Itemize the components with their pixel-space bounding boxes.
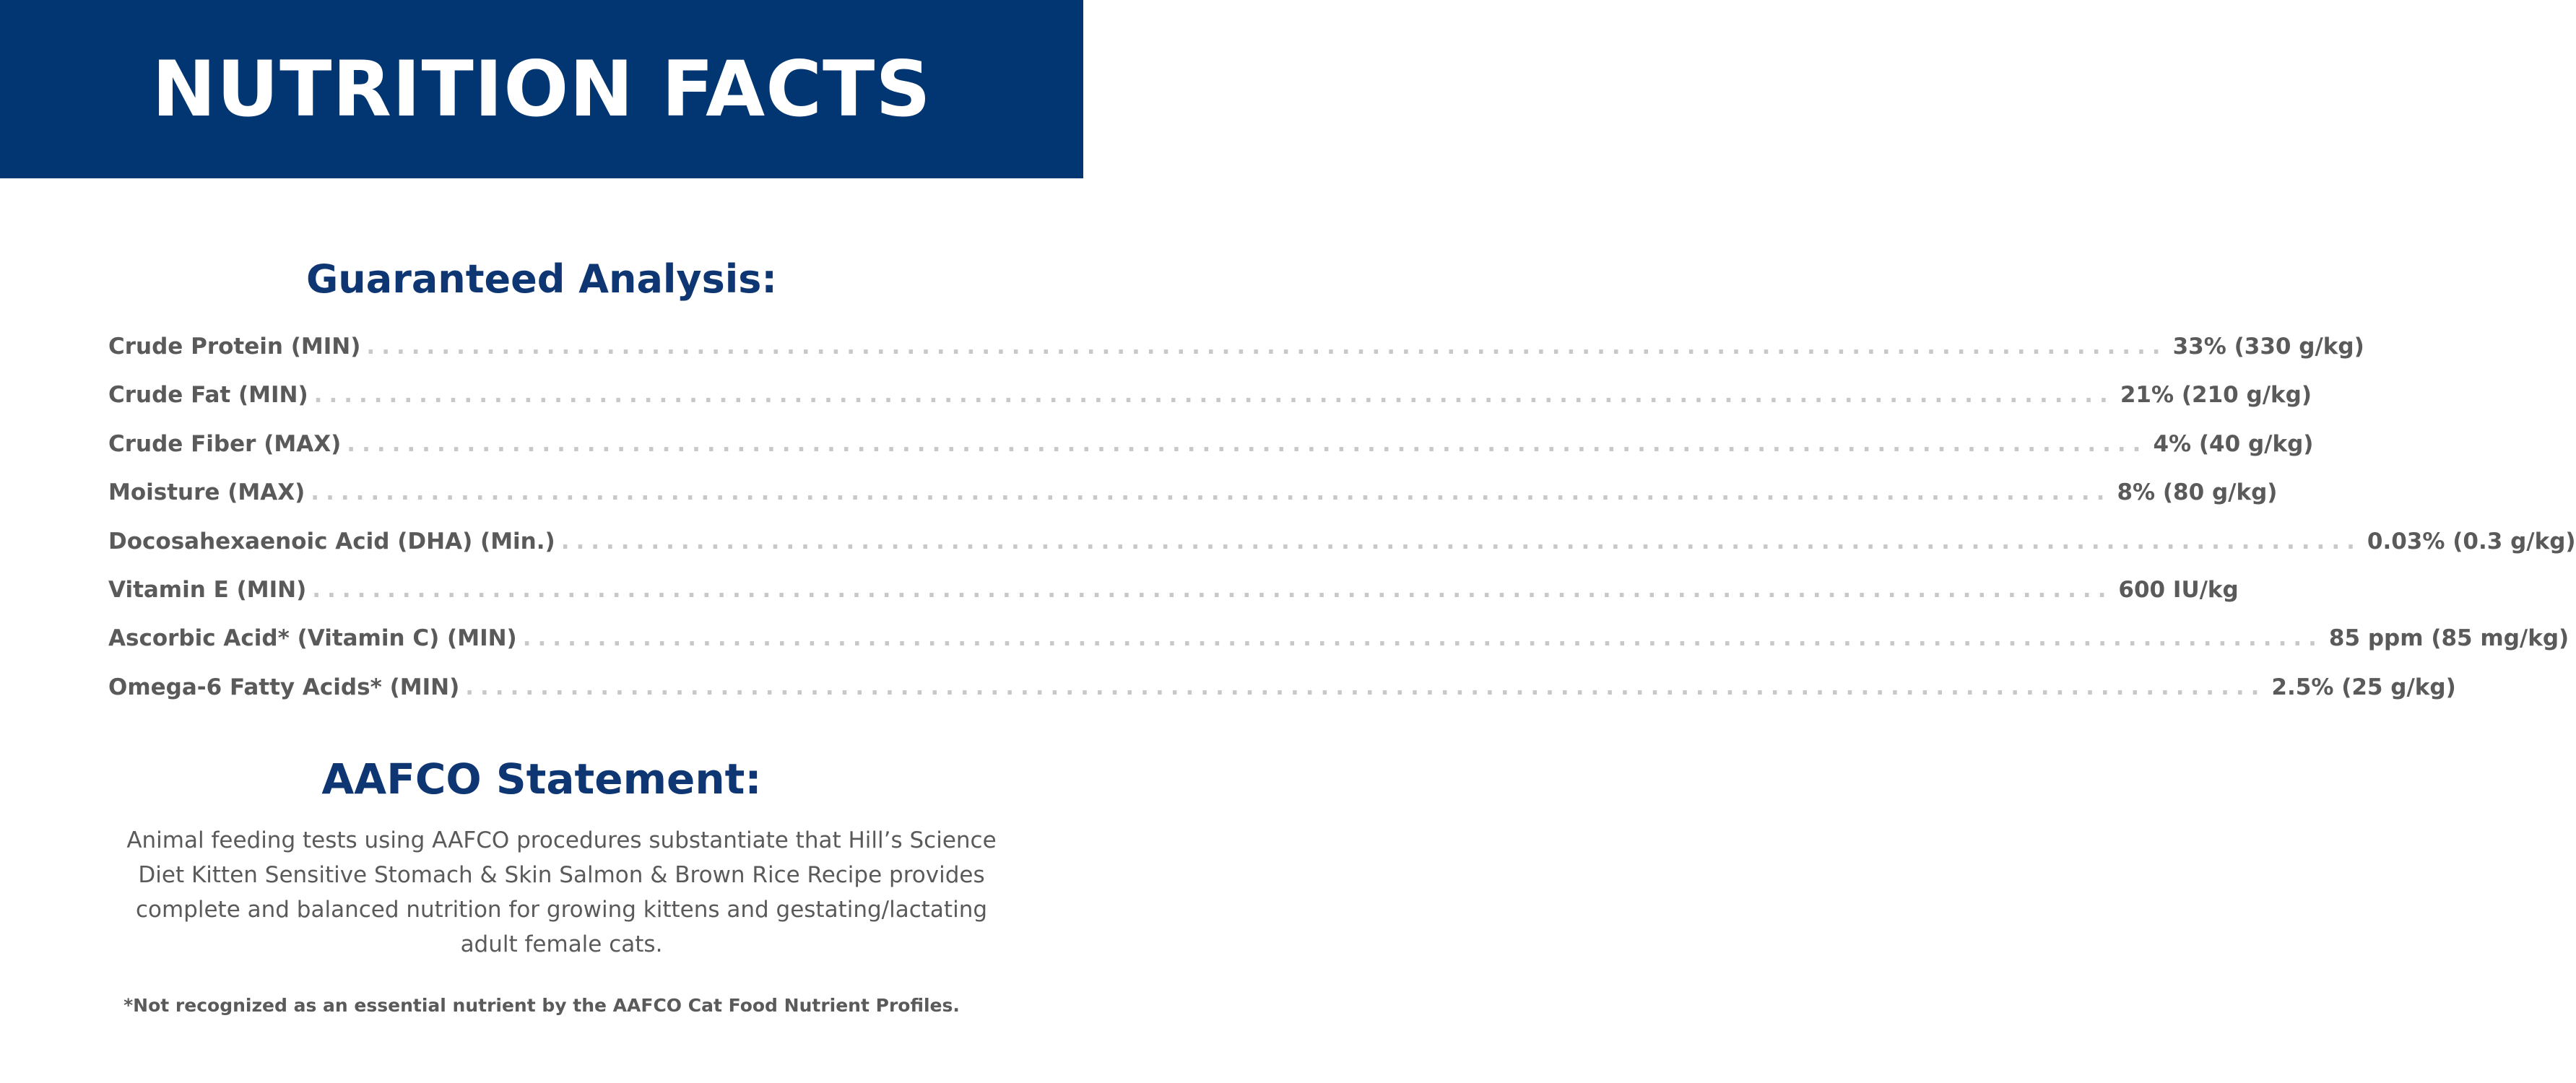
- analysis-value: 21% (210 g/kg): [2120, 382, 2312, 409]
- dot-leader: ........................................................................................................................: [312, 576, 2113, 603]
- analysis-row: [108, 382, 2312, 430]
- analysis-value: 33% (330 g/kg): [2172, 334, 2364, 360]
- dot-leader: ........................................................................................................................: [522, 625, 2323, 652]
- analysis-value: 4% (40 g/kg): [2153, 430, 2314, 457]
- dot-leader: ........................................................................................................................: [347, 430, 2148, 457]
- nutrition-facts-banner: [0, 0, 1083, 178]
- analysis-row: [108, 334, 2364, 382]
- analysis-row: [108, 625, 2570, 674]
- analysis-row: [108, 674, 2456, 723]
- dot-leader: ........................................................................................................................: [465, 674, 2266, 700]
- dot-leader: ........................................................................................................................: [313, 382, 2115, 409]
- analysis-label: Crude Fat (MIN): [108, 382, 308, 409]
- guaranteed-analysis-list: [108, 334, 2576, 723]
- analysis-label: Crude Protein (MIN): [108, 334, 361, 360]
- analysis-row: [108, 528, 2576, 577]
- analysis-row: [108, 479, 2278, 528]
- guaranteed-analysis-heading: Guaranteed Analysis:: [305, 256, 777, 302]
- analysis-label: Moisture (MAX): [108, 479, 305, 506]
- aafco-statement-text: Animal feeding tests using AAFCO procedures substantiate that Hill’s Science Diet Kitten Sensitive Stomach & Skin Salmon & Brown Rice Recipe provides complete and balanced nutrition for growing kittens and gestating/lactating adult female cats.: [126, 827, 997, 957]
- analysis-label: Ascorbic Acid* (Vitamin C) (MIN): [108, 625, 517, 652]
- analysis-value: 8% (80 g/kg): [2117, 479, 2278, 506]
- aafco-statement-heading: AAFCO Statement:: [321, 754, 762, 804]
- dot-leader: ........................................................................................................................: [560, 528, 2362, 554]
- analysis-label: Crude Fiber (MAX): [108, 430, 342, 457]
- analysis-label: Docosahexaenoic Acid (DHA) (Min.): [108, 528, 555, 554]
- analysis-value: 85 ppm (85 mg/kg): [2328, 625, 2570, 652]
- dot-leader: ........................................................................................................................: [311, 479, 2112, 506]
- analysis-value: 0.03% (0.3 g/kg): [2367, 528, 2576, 554]
- analysis-row: [108, 430, 2314, 479]
- dot-leader: ........................................................................................................................: [366, 334, 2167, 360]
- analysis-label: Omega-6 Fatty Acids* (MIN): [108, 674, 460, 700]
- analysis-value: 600 IU/kg: [2118, 576, 2239, 603]
- analysis-value: 2.5% (25 g/kg): [2271, 674, 2456, 700]
- analysis-row: [108, 576, 2239, 625]
- footnote: *Not recognized as an essential nutrient by the AAFCO Cat Food Nutrient Profiles.: [123, 995, 960, 1016]
- analysis-label: Vitamin E (MIN): [108, 576, 307, 603]
- page-title: NUTRITION FACTS: [152, 44, 932, 134]
